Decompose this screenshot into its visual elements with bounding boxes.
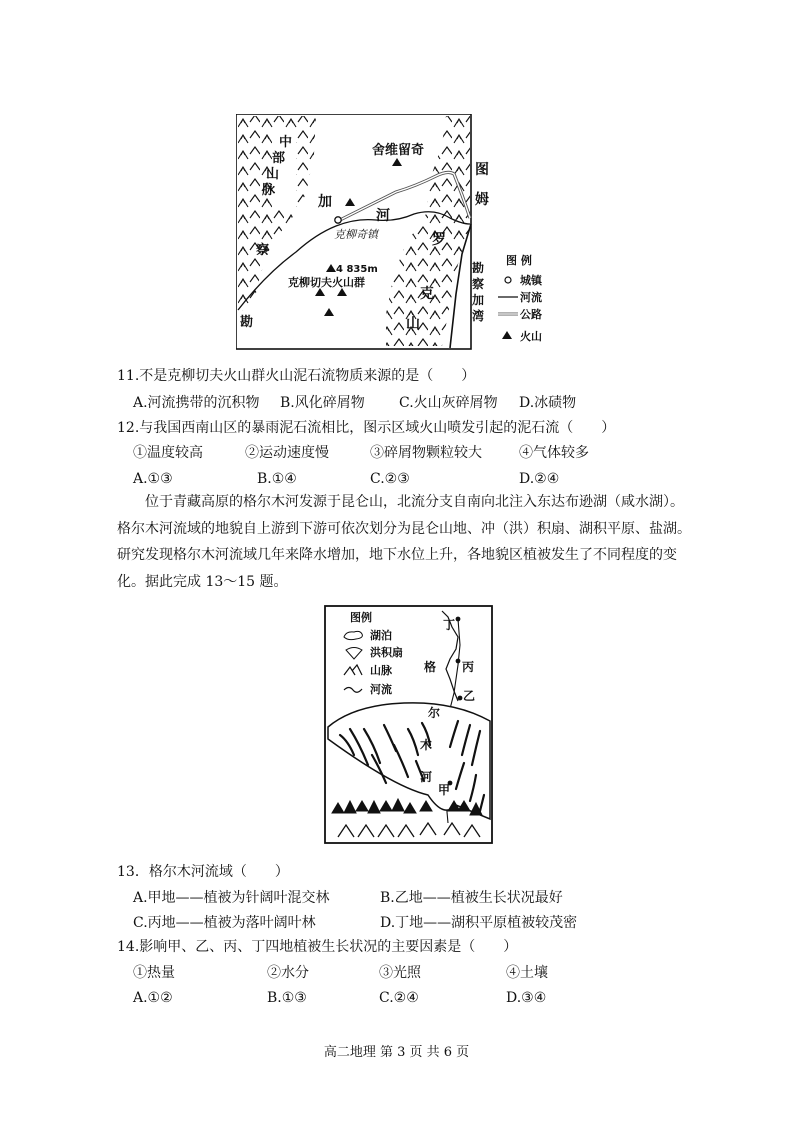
passage	[117, 489, 697, 595]
legend2-lake-icon	[344, 631, 362, 639]
label-jia: 加	[318, 194, 332, 210]
label-he: 河	[376, 208, 390, 224]
q13-options-row1	[133, 888, 693, 908]
q11-options	[133, 393, 693, 413]
q12-option-a[interactable]: A.①③	[133, 471, 173, 487]
q12-option-b[interactable]: B.①④	[257, 471, 297, 487]
q12-options	[133, 469, 693, 489]
q13-option-c[interactable]: C.丙地——植被为落叶阔叶林	[133, 915, 316, 931]
q11-option-b[interactable]: B.风化碎屑物	[280, 395, 365, 411]
label-er: 尔	[428, 706, 441, 720]
q11-option-a[interactable]: A.河流携带的沉积物	[133, 395, 260, 411]
q14-item-2: ②水分	[267, 965, 309, 981]
label-height: 4 835m	[336, 264, 378, 275]
label-zhong: 中	[279, 135, 293, 150]
passage-line-2: 格尔木河流域的地貌自上游到下游可依次划分为昆仑山地、冲（洪）积扇、湖积平原、盐湖。	[117, 520, 691, 537]
q13-option-a[interactable]: A.甲地——植被为针阔叶混交林	[133, 890, 330, 906]
q12-item-2: ②运动速度慢	[245, 445, 329, 461]
volcano-icon	[392, 158, 402, 166]
legend-title: 图 例	[506, 254, 532, 267]
q12-item-3: ③碎屑物颗粒较大	[370, 445, 482, 461]
volcano-icon	[337, 288, 347, 296]
legend2-river: 河流	[370, 683, 392, 696]
label-bay-1: 勘	[471, 261, 485, 275]
label-volcano-group: 克柳切夫火山群	[288, 276, 365, 289]
legend-road: 公路	[520, 308, 542, 321]
label-shan2: 山	[406, 316, 420, 332]
legend-river: 河流	[520, 291, 542, 304]
label-ke: 克	[420, 286, 434, 302]
volcano-icon	[345, 198, 355, 206]
legend2-mountain: 山脉	[370, 664, 392, 677]
q12-option-c[interactable]: C.②③	[370, 471, 410, 487]
legend-volcano: 火山	[520, 330, 542, 343]
q14-options	[133, 988, 693, 1008]
passage-line-1: 位于青藏高原的格尔木河发源于昆仑山，北流分支自南向北注入东达布逊湖（咸水湖）。	[145, 494, 684, 510]
town-marker	[335, 217, 341, 223]
label-bing: 丙	[462, 660, 475, 674]
legend-town: 城镇	[520, 274, 542, 287]
label-town: 克柳奇镇	[334, 228, 378, 241]
label-luo: 罗	[432, 232, 446, 248]
label-shewei: 舍维留奇	[372, 143, 425, 158]
q14-item-3: ③光照	[379, 965, 421, 981]
q13-options-row2	[133, 913, 693, 933]
label-jia: 甲	[438, 783, 451, 797]
q14-option-b[interactable]: B.①③	[267, 990, 307, 1006]
label-mu: 姆	[475, 192, 489, 208]
q12-items	[133, 443, 693, 463]
legend2-lake: 湖泊	[370, 629, 392, 642]
q14-stem: 14.影响甲、乙、丙、丁四地植被生长状况的主要因素是（ ）	[117, 939, 518, 955]
label-shan: 山	[266, 167, 280, 182]
passage-line-3: 研究发现格尔木河流域几年来降水增加，地下水位上升，各地貌区植被发生了不同程度的变	[117, 547, 677, 563]
q14-item-4: ④土壤	[506, 965, 548, 981]
q13-option-b[interactable]: B.乙地——植被生长状况最好	[380, 890, 563, 906]
label-bay-3: 加	[471, 293, 485, 307]
volcano-icon	[326, 264, 336, 272]
legend2-title: 图例	[350, 611, 372, 624]
label-bu: 部	[272, 151, 286, 166]
legend-town-icon	[505, 277, 511, 283]
q14-items	[133, 963, 693, 983]
q11-stem: 11.不是克柳切夫火山群火山泥石流物质来源的是（ ）	[117, 368, 476, 384]
volcano-icon	[324, 308, 334, 316]
label-ge: 格	[424, 660, 437, 674]
label-cha: 察	[256, 243, 270, 258]
map-golmud-river	[324, 605, 494, 845]
label-he: 河	[420, 770, 433, 784]
label-tu: 图	[475, 162, 489, 178]
map-kamchatka-volcanoes	[236, 114, 548, 350]
q11-option-d[interactable]: D.冰碛物	[519, 395, 577, 411]
passage-line-4: 化。据此完成 13～15 题。	[117, 573, 288, 590]
q14-item-1: ①热量	[133, 965, 175, 981]
q13-stem: 13．格尔木河流域（ ）	[117, 864, 289, 880]
label-bay-2: 察	[471, 277, 485, 291]
q12-stem: 12.与我国西南山区的暴雨泥石流相比，图示区域火山喷发引起的泥石流（ ）	[117, 420, 616, 436]
volcano-icon	[315, 288, 325, 296]
legend-volcano-icon	[502, 331, 512, 339]
q12-item-4: ④气体较多	[519, 445, 589, 461]
legend2-fan: 洪积扇	[370, 646, 403, 659]
label-mai: 脉	[262, 183, 276, 198]
q12-item-1: ①温度较高	[133, 445, 203, 461]
label-yi: 乙	[463, 689, 476, 703]
q14-option-d[interactable]: D.③④	[506, 990, 547, 1006]
q14-option-c[interactable]: C.②④	[379, 990, 419, 1006]
label-bay-4: 湾	[471, 309, 485, 323]
q11-option-c[interactable]: C.火山灰碎屑物	[399, 395, 498, 411]
label-kan: 勘	[240, 315, 254, 330]
page-footer: 高二地理 第 3 页 共 6 页	[323, 1045, 470, 1060]
label-ding: 丁	[443, 618, 456, 632]
label-mu: 木	[420, 738, 433, 752]
q14-option-a[interactable]: A.①②	[133, 990, 173, 1006]
q12-option-d[interactable]: D.②④	[519, 471, 560, 487]
q13-option-d[interactable]: D.丁地——湖积平原植被较茂密	[380, 915, 578, 931]
